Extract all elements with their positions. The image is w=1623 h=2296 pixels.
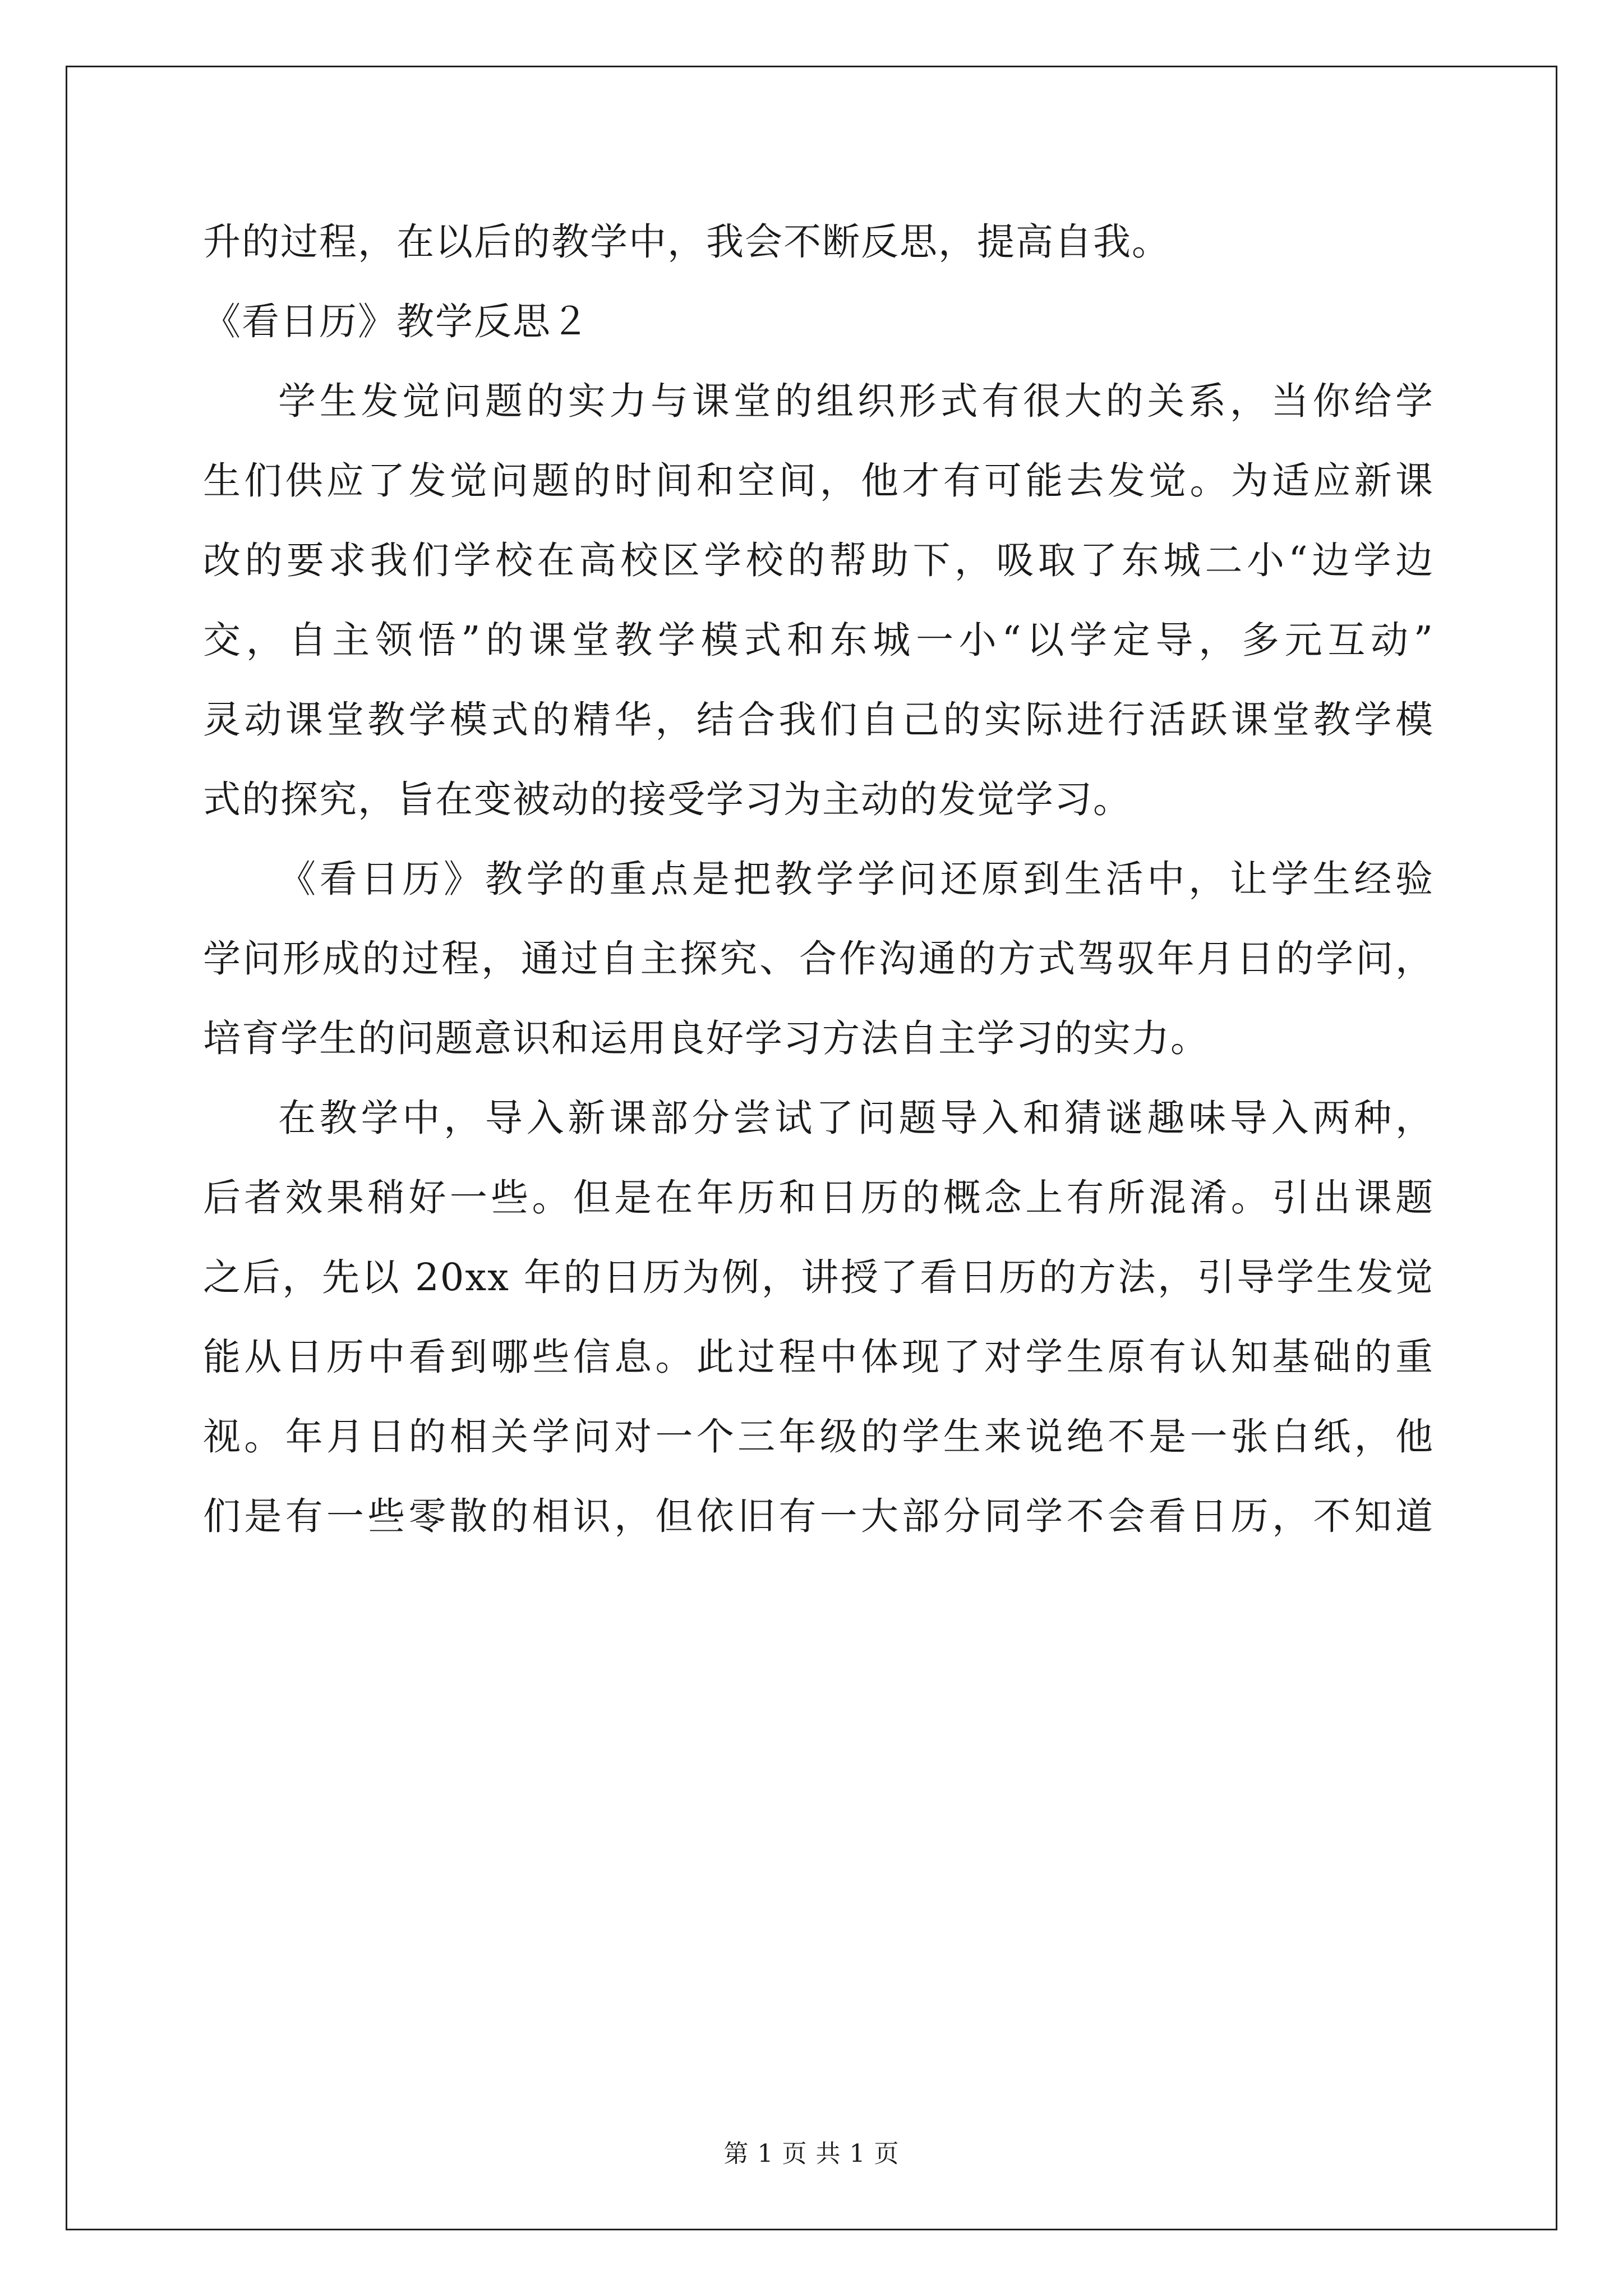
text-line: 式的探究，旨在变被动的接受学习为主动的发觉学习。 (203, 777, 1132, 821)
text-line: 视。年月日的相关学问对一个三年级的学生来说绝不是一张白纸，他 (203, 1415, 1434, 1458)
text-line: 升的过程，在以后的教学中，我会不断反思，提高自我。 (203, 220, 1170, 264)
text-line: 在教学中，导入新课部分尝试了问题导入和猜谜趣味导入两种， (278, 1096, 1434, 1140)
text-line: 改的要求我们学校在高校区学校的帮助下，吸取了东城二小“边学边 (203, 539, 1434, 582)
text-line: 后者效果稍好一些。但是在年历和日历的概念上有所混淆。引出课题 (203, 1176, 1434, 1220)
text-line: 学生发觉问题的实力与课堂的组织形式有很大的关系，当你给学 (278, 379, 1434, 423)
text-line: 培育学生的问题意识和运用良好学习方法自主学习的实力。 (203, 1016, 1209, 1060)
text-line: 灵动课堂教学模式的精华，结合我们自己的实际进行活跃课堂教学模 (203, 698, 1434, 742)
text-line: 能从日历中看到哪些信息。此过程中体现了对学生原有认知基础的重 (203, 1335, 1434, 1379)
page-footer: 第 1 页 共 1 页 (723, 2139, 900, 2168)
text-line: 《看日历》教学反思２ (203, 300, 590, 343)
text-line: 学问形成的过程，通过自主探究、合作沟通的方式驾驭年月日的学问， (203, 937, 1434, 981)
text-line: 交，自主领悟”的课堂教学模式和东城一小“以学定导，多元互动” (203, 618, 1434, 662)
text-line: 《看日历》教学的重点是把教学学问还原到生活中，让学生经验 (278, 857, 1434, 901)
document-body (203, 202, 1434, 1556)
text-line: 们是有一些零散的相识，但依旧有一大部分同学不会看日历，不知道 (203, 1494, 1434, 1538)
text-line: 之后，先以 20xx 年的日历为例，讲授了看日历的方法，引导学生发觉 (203, 1255, 1434, 1299)
text-line: 生们供应了发觉问题的时间和空间，他才有可能去发觉。为适应新课 (203, 459, 1434, 503)
